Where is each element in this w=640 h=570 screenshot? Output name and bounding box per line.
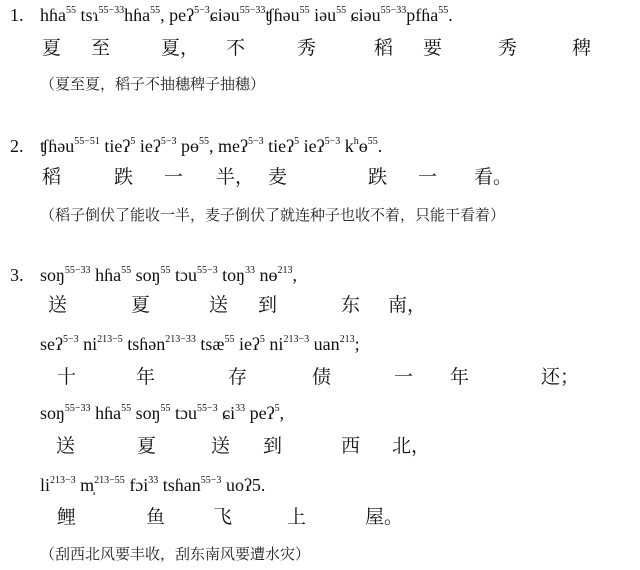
proverb-1-ipa bbox=[10, 6, 453, 24]
char-gloss: 西 bbox=[341, 435, 361, 457]
proverb-3-ipa-line-2: seʔ$^{5-3}$ $ni^{213-5}$ tsɦən$^{213-33}$ tsæ$^{55}$ ieʔ$^5$ $ni^{213-3}$ uan$^{213}$; bbox=[40, 334, 360, 354]
char-gloss: 南， bbox=[388, 294, 427, 316]
char-gloss: 夏 bbox=[42, 37, 62, 59]
char-gloss: 债 bbox=[312, 366, 332, 388]
ipa-transcription: soŋ$^{55-33}$ hɦa$^{55}$ soŋ$^{55}$ tɔu$^{55-3}$ toŋ$^{33}$ nɵ$^{213}$, bbox=[40, 265, 298, 285]
char-gloss: 年 bbox=[450, 366, 470, 388]
char-gloss: 稻 bbox=[42, 166, 62, 188]
char-gloss: 送 bbox=[211, 435, 231, 457]
proverb-3-characters-line-2 bbox=[0, 368, 640, 392]
ipa-transcription: ʧɦəu$^{55-51}$ tieʔ$^5$ ieʔ$^{5-3}$ pɵ$^{55}$, meʔ$^{5-3}$ tieʔ$^5$ ieʔ$^{5-3}$ $k^hɵ^{55}$. bbox=[40, 136, 383, 156]
proverb-number: 3. bbox=[10, 265, 24, 285]
char-gloss: 十 bbox=[57, 366, 77, 388]
proverb-3-gloss: （刮西北风要丰收，刮东南风要遭水灾） bbox=[40, 545, 311, 563]
ipa-transcription: hɦa$^{55}$ tsɿ$^{55-33}$hɦa$^{55}$, peʔ$^{5-3}$ɕiəu$^{55-33}$ʧɦəu$^{55}$ iəu$^{55}$ ɕiəu$^{55-33}$pfɦa$^{55}$. bbox=[40, 5, 453, 25]
proverb-1-gloss: （夏至夏，稻子不抽穗稗子抽穗） bbox=[40, 75, 266, 93]
char-gloss: 北， bbox=[392, 435, 431, 457]
char-gloss: 送 bbox=[56, 435, 76, 457]
char-gloss: 存 bbox=[228, 366, 248, 388]
char-gloss: 跌 bbox=[114, 166, 134, 188]
proverb-number: 2. bbox=[10, 136, 24, 156]
proverb-3-characters-line-4 bbox=[0, 508, 640, 532]
proverb-1-characters bbox=[0, 39, 640, 63]
char-gloss: 秀 bbox=[297, 37, 317, 59]
char-gloss: 一 bbox=[394, 366, 414, 388]
proverb-2-characters bbox=[0, 168, 640, 192]
char-gloss: 看。 bbox=[474, 166, 513, 188]
char-gloss: 要 bbox=[423, 37, 443, 59]
char-gloss: 上 bbox=[287, 506, 307, 528]
char-gloss: 飞 bbox=[213, 506, 233, 528]
char-gloss: 跌 bbox=[368, 166, 388, 188]
char-gloss: 秀 bbox=[498, 37, 518, 59]
char-gloss: 一 bbox=[418, 166, 438, 188]
char-gloss: 到 bbox=[263, 435, 283, 457]
char-gloss: 年 bbox=[136, 366, 156, 388]
char-gloss: 送 bbox=[209, 294, 229, 316]
proverb-2-gloss: （稻子倒伏了能收一半，麦子倒伏了就连种子也收不着，只能干看着） bbox=[40, 206, 506, 224]
char-gloss: 鱼 bbox=[146, 506, 166, 528]
char-gloss: 半， bbox=[216, 166, 255, 188]
char-gloss: 稻 bbox=[374, 37, 394, 59]
char-gloss: 不 bbox=[226, 37, 246, 59]
proverb-3-ipa-line-4: $li^{213-3}$ m̩$^{213-55}$ fɔi$^{33}$ tsɦan$^{55-3}$ uoʔ5. bbox=[40, 475, 266, 495]
char-gloss: 麦 bbox=[268, 166, 288, 188]
char-gloss: 还； bbox=[541, 366, 580, 388]
char-gloss: 送 bbox=[48, 294, 68, 316]
proverb-2-ipa bbox=[10, 137, 382, 155]
proverb-number: 1. bbox=[10, 5, 24, 25]
char-gloss: 夏 bbox=[137, 435, 157, 457]
proverb-3-characters-line-3 bbox=[0, 437, 640, 461]
char-gloss: 一 bbox=[164, 166, 184, 188]
char-gloss: 东 bbox=[341, 294, 361, 316]
char-gloss: 屋。 bbox=[365, 506, 404, 528]
proverb-3-characters-line-1 bbox=[0, 296, 640, 320]
char-gloss: 夏， bbox=[161, 37, 200, 59]
char-gloss: 到 bbox=[258, 294, 278, 316]
proverb-3-ipa-line-3: soŋ$^{55-33}$ hɦa$^{55}$ soŋ$^{55}$ tɔu$^{55-3}$ ɕi$^{33}$ peʔ$^5$, bbox=[40, 403, 285, 423]
proverb-3-ipa-line-1 bbox=[10, 266, 297, 284]
char-gloss: 鲤 bbox=[57, 506, 77, 528]
char-gloss: 夏 bbox=[131, 294, 151, 316]
char-gloss: 稗 bbox=[572, 37, 592, 59]
char-gloss: 至 bbox=[91, 37, 111, 59]
